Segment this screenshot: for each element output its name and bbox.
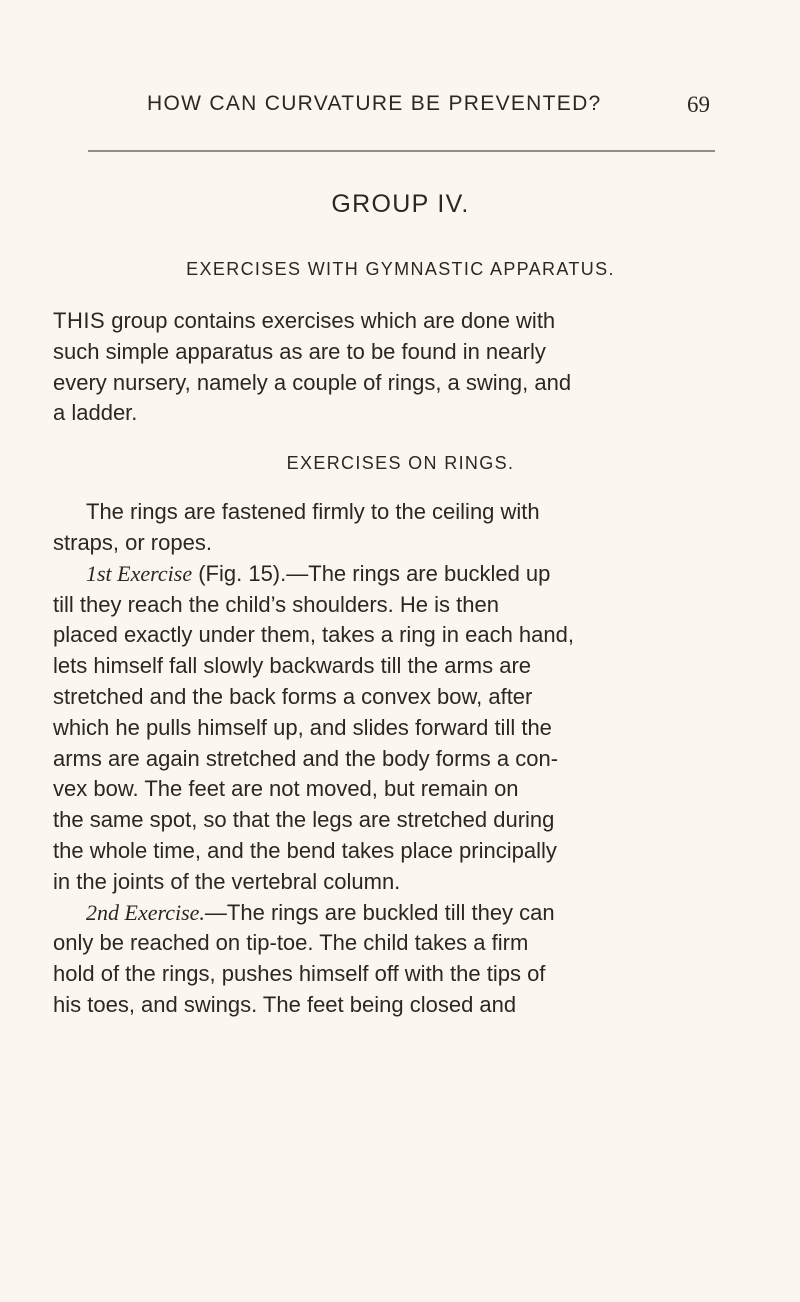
section-heading: EXERCISES WITH GYMNASTIC APPARATUS. <box>186 259 615 279</box>
exercise-2-line-4: his toes, and swings. The feet being closed and <box>53 991 517 1017</box>
intro-line-1 <box>53 306 713 337</box>
exercise-1-line-11: in the joints of the vertebral column. <box>53 868 401 894</box>
rings-heading: EXERCISES ON RINGS. <box>286 453 515 474</box>
exercise-1-line-10: the whole time, and the bend takes place principally <box>53 837 557 863</box>
rings-intro-line-1: The rings are fastened firmly to the ceiling with <box>86 499 540 525</box>
group-title: GROUP IV. <box>331 190 470 218</box>
intro-line-4: a ladder. <box>53 400 138 426</box>
rings-intro-line-2: straps, or ropes. <box>53 529 212 555</box>
exercise-1-line-3: placed exactly under them, takes a ring in each hand, <box>53 622 574 648</box>
exercise-1-line-2: till they reach the child’s shoulders. He is then <box>53 591 499 617</box>
exercise-2-line-1-rest: —The rings are buckled till they can <box>204 899 555 925</box>
running-head <box>0 92 800 132</box>
intro-paragraph <box>53 306 713 429</box>
main-text <box>53 190 713 1021</box>
intro-line-1-text: group contains exercises which are done with <box>111 308 556 333</box>
exercise-1-line-6: which he pulls himself up, and slides forward till the <box>53 714 552 740</box>
exercise-1-line-5: stretched and the back forms a convex bow, after <box>53 683 533 709</box>
exercise-2-line-3: hold of the rings, pushes himself off with the tips of <box>53 961 546 987</box>
exercise-1-line-9: the same spot, so that the legs are stretched during <box>53 807 555 833</box>
exercise-1-line-1 <box>53 559 713 590</box>
exercise-2-paragraph <box>53 898 713 1021</box>
exercise-1-line-4: lets himself fall slowly backwards till the arms are <box>53 653 532 679</box>
exercise-2-line-2: only be reached on tip-toe. The child takes a firm <box>53 930 529 956</box>
intro-first-word: THIS <box>53 308 106 333</box>
rings-intro-paragraph <box>53 497 713 559</box>
intro-line-3: every nursery, namely a couple of rings, a swing, and <box>53 369 572 395</box>
running-title: HOW CAN CURVATURE BE PREVENTED? <box>147 92 602 115</box>
exercise-2-label: 2nd Exercise. <box>86 899 205 925</box>
intro-line-2: such simple apparatus as are to be found in nearly <box>53 338 546 364</box>
exercise-2-line-1 <box>53 898 713 929</box>
exercise-1-paragraph <box>53 559 713 898</box>
exercise-1-line-7: arms are again stretched and the body forms a con- <box>53 745 559 771</box>
exercise-1-label: 1st Exercise <box>86 560 193 586</box>
header-rule <box>88 150 715 152</box>
exercise-1-line-8: vex bow. The feet are not moved, but remain on <box>53 776 519 802</box>
exercise-1-figure-ref: (Fig. 15). <box>198 560 287 586</box>
exercise-1-line-1-rest: —The rings are buckled up <box>286 560 551 586</box>
page-number: 69 <box>687 92 710 117</box>
